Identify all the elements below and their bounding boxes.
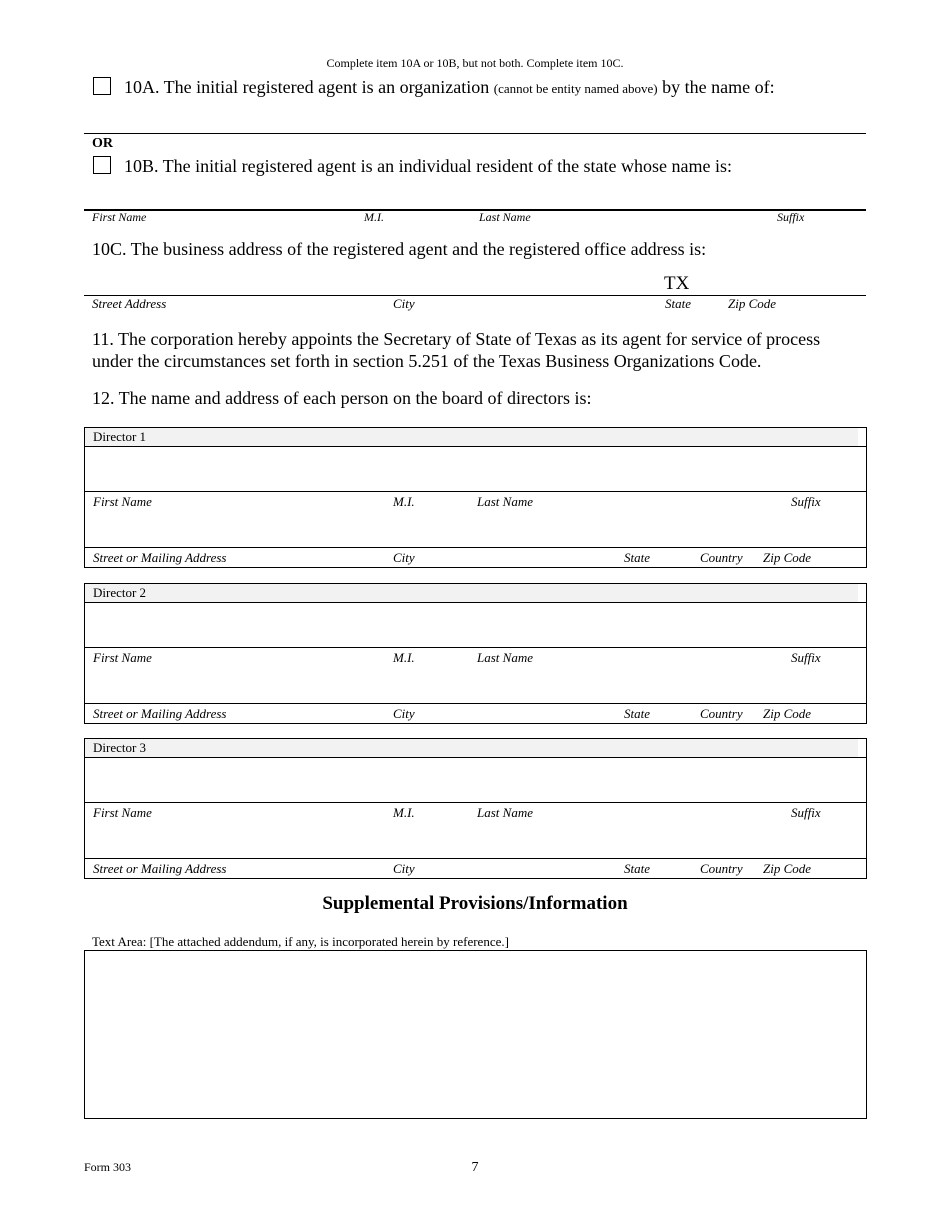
item-10a-text <box>124 76 775 100</box>
director-2-block <box>84 583 867 724</box>
item-11-line2: under the circumstances set forth in section 5.251 of the Texas Business Organizations Code. <box>92 351 762 371</box>
director-1-zip-label: Zip Code <box>763 550 812 565</box>
director-2-city-label: City <box>393 706 415 721</box>
director-1-street-label: Street or Mailing Address <box>93 550 227 565</box>
supplemental-text-area[interactable] <box>84 950 867 1119</box>
director-1-mi-label: M.I. <box>393 494 415 509</box>
director-1-city-label: City <box>393 550 415 565</box>
item-10b-line <box>84 209 866 211</box>
office-state-value: TX <box>664 273 690 294</box>
office-state-label: State <box>665 296 691 311</box>
item-10c-text: 10C. The business address of the registered agent and the registered office address is: <box>92 239 707 259</box>
director-3-name-input[interactable] <box>85 758 866 801</box>
director-2-first-name-label: First Name <box>93 650 152 665</box>
item-10a-checkbox[interactable] <box>93 77 111 95</box>
director-3-title: Director 3 <box>85 739 858 757</box>
agent-mi-label: M.I. <box>364 210 384 224</box>
director-1-country-label: Country <box>700 550 743 565</box>
director-2-zip-label: Zip Code <box>763 706 812 721</box>
director-2-address-line <box>85 703 866 704</box>
director-2-suffix-label: Suffix <box>791 650 821 665</box>
director-2-name-line <box>85 647 866 648</box>
page-number: 7 <box>471 1160 479 1175</box>
office-address-input[interactable] <box>84 268 866 294</box>
item-10b-checkbox[interactable] <box>93 156 111 174</box>
item-10a-line <box>84 133 866 134</box>
director-3-name-line <box>85 802 866 803</box>
office-street-label: Street Address <box>92 296 167 311</box>
director-3-zip-label: Zip Code <box>763 861 812 876</box>
agent-last-name-label: Last Name <box>479 210 531 224</box>
instructions-text: Complete item 10A or 10B, but not both. Complete item 10C. <box>326 56 624 70</box>
director-1-address-input[interactable] <box>85 512 866 547</box>
director-1-suffix-label: Suffix <box>791 494 821 509</box>
item-12-text: 12. The name and address of each person on the board of directors is: <box>92 388 592 408</box>
director-1-state-label: State <box>624 550 650 565</box>
director-2-title: Director 2 <box>85 584 858 602</box>
director-2-country-label: Country <box>700 706 743 721</box>
director-1-address-line <box>85 547 866 548</box>
director-3-city-label: City <box>393 861 415 876</box>
item-10a-organization-input[interactable] <box>84 104 866 132</box>
item-10a-note: (cannot be entity named above) <box>493 81 658 96</box>
director-2-address-input[interactable] <box>85 668 866 703</box>
director-1-first-name-label: First Name <box>93 494 152 509</box>
director-2-street-label: Street or Mailing Address <box>93 706 227 721</box>
agent-suffix-label: Suffix <box>777 210 805 224</box>
director-3-state-label: State <box>624 861 650 876</box>
or-label: OR <box>92 136 113 151</box>
form-number: Form 303 <box>84 1160 132 1174</box>
item-10b-text: 10B. The initial registered agent is an individual resident of the state whose name is: <box>124 156 733 176</box>
director-3-address-input[interactable] <box>85 823 866 858</box>
item-10a-main: 10A. The initial registered agent is an organization <box>124 77 490 97</box>
director-1-title: Director 1 <box>85 428 858 446</box>
text-area-label: Text Area: [The attached addendum, if any, is incorporated herein by reference.] <box>92 934 509 949</box>
director-3-address-line <box>85 858 866 859</box>
director-2-name-input[interactable] <box>85 603 866 646</box>
director-3-mi-label: M.I. <box>393 805 415 820</box>
director-2-last-name-label: Last Name <box>477 650 533 665</box>
director-3-suffix-label: Suffix <box>791 805 821 820</box>
office-city-label: City <box>393 296 415 311</box>
director-1-block <box>84 427 867 568</box>
director-3-country-label: Country <box>700 861 743 876</box>
director-3-street-label: Street or Mailing Address <box>93 861 227 876</box>
director-1-last-name-label: Last Name <box>477 494 533 509</box>
agent-first-name-label: First Name <box>92 210 147 224</box>
office-zip-label: Zip Code <box>728 296 777 311</box>
item-10a-tail: by the name of: <box>662 77 775 97</box>
supplemental-heading: Supplemental Provisions/Information <box>322 893 628 914</box>
item-10b-name-input[interactable] <box>84 182 866 208</box>
director-2-state-label: State <box>624 706 650 721</box>
director-3-last-name-label: Last Name <box>477 805 533 820</box>
director-1-name-line <box>85 491 866 492</box>
director-3-first-name-label: First Name <box>93 805 152 820</box>
director-3-block <box>84 738 867 879</box>
director-2-mi-label: M.I. <box>393 650 415 665</box>
director-1-name-input[interactable] <box>85 447 866 490</box>
item-11-line1: 11. The corporation hereby appoints the Secretary of State of Texas as its agent for service of process <box>92 329 821 349</box>
